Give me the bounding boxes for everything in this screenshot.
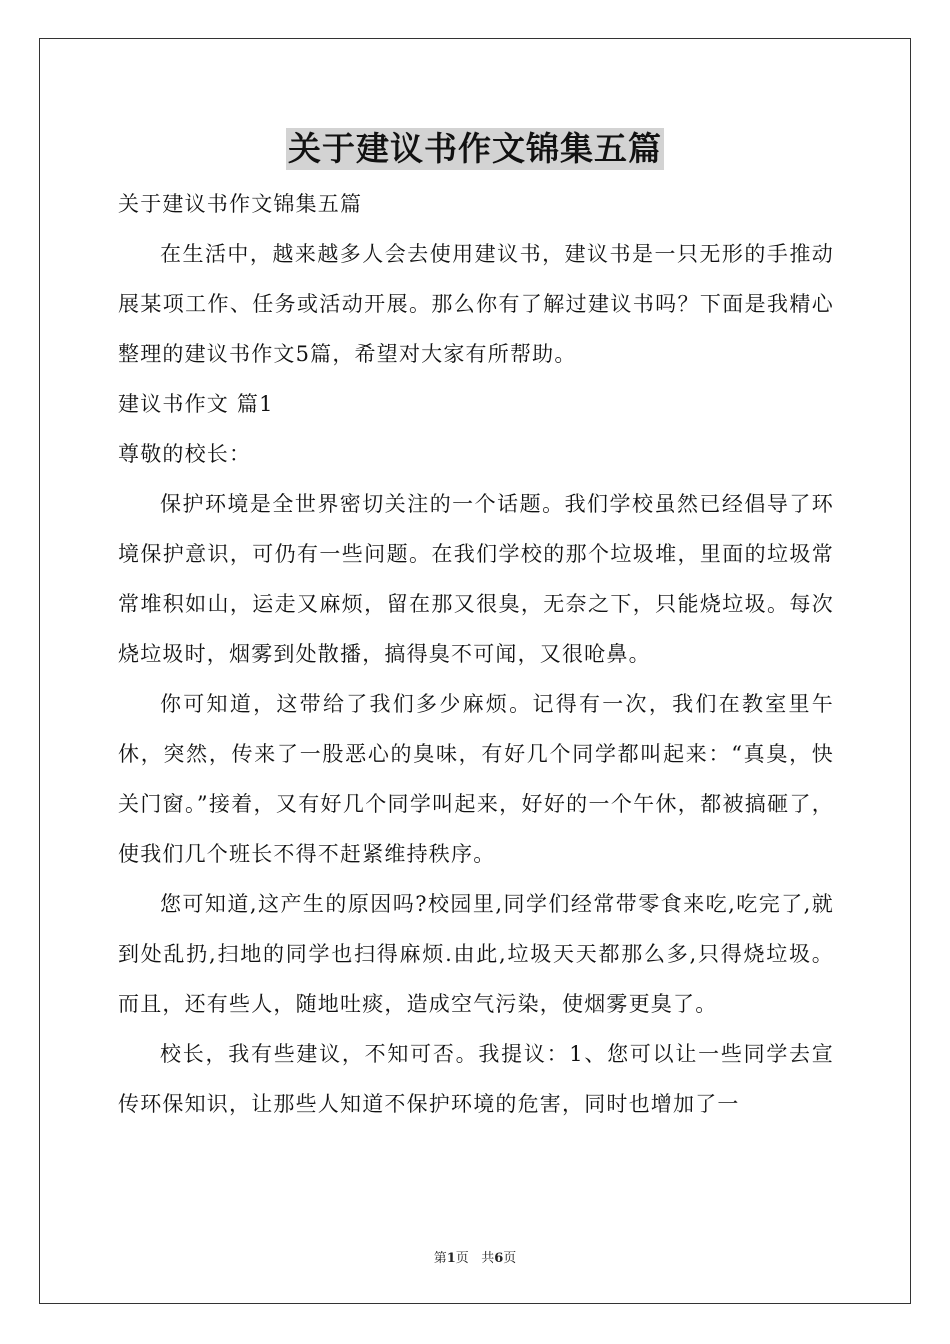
intro-paragraph: 在生活中，越来越多人会去使用建议书，建议书是一只无形的手推动展某项工作、任务或活动开展。那么你有了解过建议书吗？下面是我精心整理的建议书作文5篇，希望对大家有所帮助。 xyxy=(118,242,834,366)
page-prefix: 第 xyxy=(433,1251,447,1266)
document-subtitle: 关于建议书作文锦集五篇 xyxy=(118,192,363,216)
total-unit: 页 xyxy=(503,1251,517,1266)
document-title: 关于建议书作文锦集五篇 xyxy=(288,129,662,168)
body-paragraph: 校长，我有些建议，不知可否。我提议：1、您可以让一些同学去宣传环保知识，让那些人知道不保护环境的危害，同时也增加了一 xyxy=(118,1042,834,1116)
body-paragraph: 您可知道,这产生的原因吗?校园里,同学们经常带零食来吃,吃完了,就到处乱扔,扫地的同学也扫得麻烦.由此,垃圾天天都那么多,只得烧垃圾。而且，还有些人，随地吐痰，造成空气污染，使烟雾更臭了。 xyxy=(118,892,834,1016)
total-prefix: 共 xyxy=(481,1251,495,1266)
page-footer xyxy=(0,1247,950,1266)
title-container xyxy=(0,128,950,170)
body-paragraph: 你可知道，这带给了我们多少麻烦。记得有一次，我们在教室里午休，突然，传来了一股恶心的臭味，有好几个同学都叫起来：“真臭，快关门窗。”接着，又有好几个同学叫起来，好好的一个午休，都被搞砸了，使我们几个班长不得不赶紧维持秩序。 xyxy=(118,692,834,866)
page-total: 6 xyxy=(494,1251,504,1266)
body-paragraph: 保护环境是全世界密切关注的一个话题。我们学校虽然已经倡导了环境保护意识，可仍有一些问题。在我们学校的那个垃圾堆，里面的垃圾常常堆积如山，运走又麻烦，留在那又很臭，无奈之下，只能烧垃圾。每次烧垃圾时，烟雾到处散播，搞得臭不可闻，又很呛鼻。 xyxy=(118,492,834,666)
page-current: 1 xyxy=(446,1251,456,1266)
salutation: 尊敬的校长： xyxy=(118,442,252,466)
document-body xyxy=(118,179,834,1129)
section-heading: 建议书作文 篇1 xyxy=(118,392,274,416)
page-unit: 页 xyxy=(455,1251,469,1266)
